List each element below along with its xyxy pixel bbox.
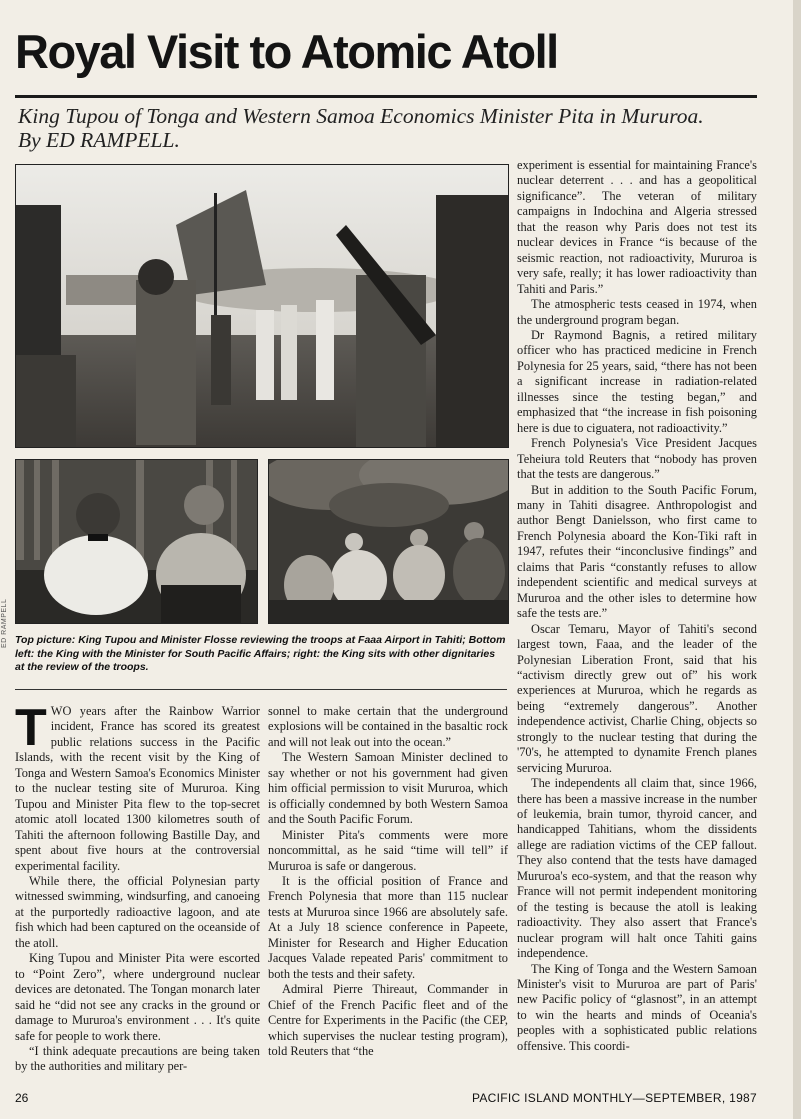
page-edge <box>793 0 801 1119</box>
body-paragraph: Dr Raymond Bagnis, a retired military officer who has practiced medicine in French Polynesia for 25 years, said, “there has not been a significant increase in radiation-related illnesses since the testing began,” and emphasized that “the increase in fish poisoning here is due to ciguatera, not radioactivity.” <box>517 327 757 435</box>
body-paragraph: It is the official position of France and French Polynesia that more than 115 nuclear tests at Mururoa since 1966 are absolutely safe. At a July 18 science conference in Papeete, Minister for Research and Higher Education Jacques Valade repeated Paris' commitment to both the tests and their safety. <box>268 873 508 981</box>
body-paragraph: “I think adequate precautions are being taken by the authorities and military per- <box>15 1043 260 1074</box>
headline: Royal Visit to Atomic Atoll <box>15 25 558 78</box>
photo-troop-review <box>15 164 509 448</box>
body-paragraph: Oscar Temaru, Mayor of Tahiti's second largest town, Faaa, and the leader of the Polynesian Liberation Front, said that his “activism directly grew out of” his work experiences at Mururoa, which he regards as being “extremely dangerous”. Another independence activist, Charlie Ching, objects so strongly to the nuclear testing that during the '70's, he attempted to dynamite French planes servicing Mururoa. <box>517 621 757 775</box>
photo-caption: Top picture: King Tupou and Minister Flosse reviewing the troops at Faaa Airport in Tahiti; Bottom left: the King with the Minister for South Pacific Affairs; right: the King sits with other dignitaries at the review of the troops. <box>15 634 506 673</box>
deck-subtitle: King Tupou of Tonga and Western Samoa Economics Minister Pita in Mururoa. <box>18 104 704 128</box>
page-number: 26 <box>15 1091 29 1105</box>
photo-king-with-minister <box>15 459 258 624</box>
body-paragraph: But in addition to the South Pacific Forum, many in Tahiti disagree. Anthropologist and author Bengt Danielsson, who first came to French Polynesia aboard the Kon-Tiki raft in 1947, refutes their “inconclusive findings” and claims that Paris “constantly refuses to allow independent scientific and medical surveys at Mururoa and the other isles to determine how safe the tests are.” <box>517 482 757 621</box>
photo-dignitaries-seated-image <box>269 460 508 623</box>
photo-king-with-minister-image <box>16 460 257 623</box>
body-paragraph <box>15 699 260 874</box>
photo-dignitaries-seated <box>268 459 509 624</box>
body-paragraph: While there, the official Polynesian party witnessed swimming, windsurfing, and canoeing at the purportedly radioactive lagoon, and ate fish which had been captured on the oceanside of the atoll. <box>15 873 260 950</box>
headline-rule <box>15 95 757 98</box>
caption-rule <box>15 689 507 690</box>
body-paragraph: King Tupou and Minister Pita were escorted to “Point Zero”, where underground nuclear devices are detonated. The Tongan monarch later said he “did not see any cracks in the ground or damage to Mururoa's environment . . . It's quite safe for people to work there. <box>15 951 260 1043</box>
body-paragraph: The Western Samoan Minister declined to say whether or not his government had given him official permission to visit Mururoa, which is officially condemned by both Western Samoa and the South Pacific Forum. <box>268 750 508 827</box>
body-paragraph: experiment is essential for maintaining France's nuclear deterrent . . . and has a geopolitical significance”. The veteran of military campaigns in Indochina and Algeria stressed that the reason why Paris does not test its nuclear devices in France “is because of the seismic reaction, not radioactivity, Mururoa is very safe, really; it has lower radioactivity than Tahiti and Paris.” <box>517 158 757 296</box>
photo-credit: ED RAMPELL <box>1 598 8 648</box>
body-paragraph: sonnel to make certain that the underground explosions will be contained in the basaltic rock and will not leak out into the ocean.” <box>268 704 508 749</box>
body-column-1 <box>15 699 260 1075</box>
drop-cap: T <box>15 699 47 757</box>
body-column-2 <box>268 704 508 1059</box>
body-paragraph: Minister Pita's comments were more noncommittal, as he said “time will tell” if Mururoa is safe or dangerous. <box>268 827 508 873</box>
running-footer: PACIFIC ISLAND MONTHLY—SEPTEMBER, 1987 <box>471 1091 757 1105</box>
photo-troop-review-image <box>16 165 508 447</box>
body-paragraph: The independents all claim that, since 1966, there has been a massive increase in the number of leukemia, brain tumor, thyroid cancer, and handicapped Tahitians, whom the dissidents allege are radiation victims of the CEP fallout. They also contend that the tests have damaged Mururoa's eco-system, and that the reason why France will not permit independent monitoring of the testing is because the atoll is leaking radioactivity. They also assert that France's nuclear program will halt once Tahiti gains independence. <box>517 776 757 961</box>
deck <box>18 104 758 152</box>
body-text: WO years after the Rainbow Warrior incident, France has scored its greatest public relations success in the Pacific Islands, with the recent visit by the King of Tonga and Western Samoa's Economics Minister to the nuclear testing site of Mururoa. King Tupou and Minister Pita flew to the top-secret atomic atoll located 1300 kilometres south of Tahiti the afternoon following Bastille Day, and spent about five hours at the controversial experimental facility. <box>15 704 260 873</box>
body-paragraph: French Polynesia's Vice President Jacques Teheiura told Reuters that “nobody has proven that the tests are dangerous.” <box>517 436 757 482</box>
body-paragraph: Admiral Pierre Thireaut, Commander in Chief of the French Pacific fleet and of the Centre for Experiments in the Pacific (the CEP, which supervises the nuclear testing program), told Reuters that “the <box>268 982 508 1058</box>
body-paragraph: The King of Tonga and the Western Samoan Minister's visit to Mururoa are part of Paris' new Pacific policy of “glasnost”, in an attempt to win the hearts and minds of Oceania's peoples with a sophisticated public relations offensive. This coordi- <box>517 961 757 1053</box>
body-paragraph: The atmospheric tests ceased in 1974, when the underground program began. <box>517 297 757 327</box>
body-column-3 <box>517 158 757 1054</box>
byline: By ED RAMPELL. <box>18 128 180 152</box>
